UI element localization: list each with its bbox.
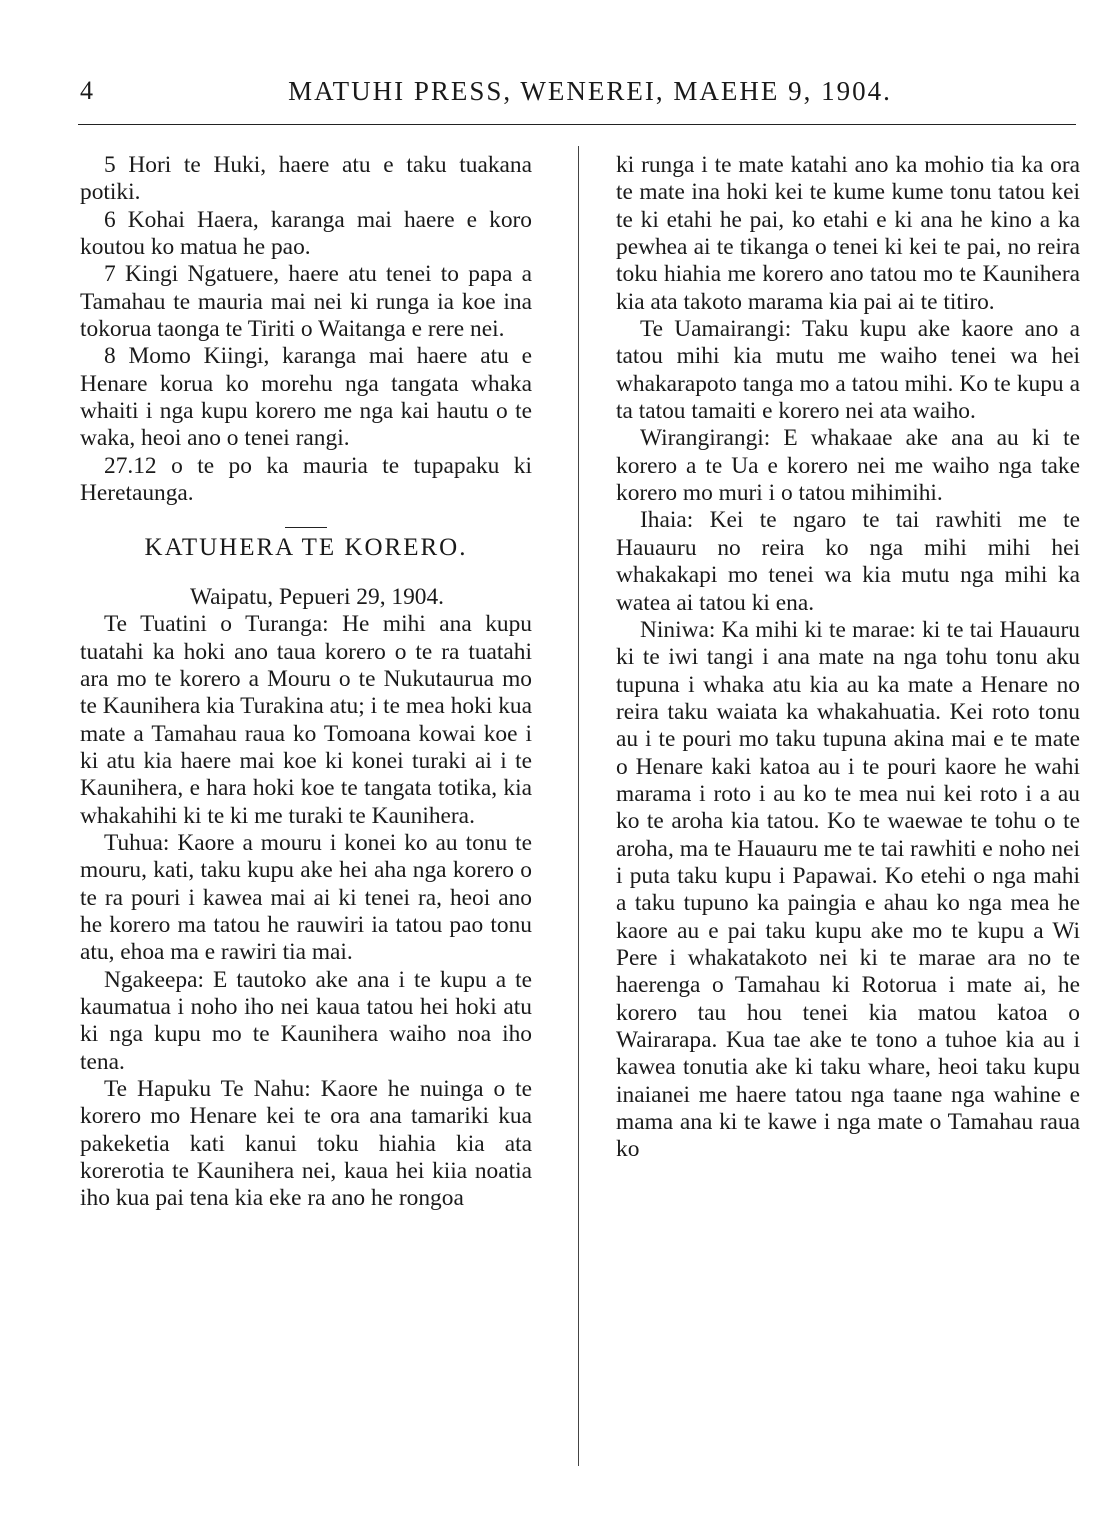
column-divider xyxy=(578,146,579,1466)
paragraph: 27.12 o te po ka mauria te tupapaku ki Heretaunga. xyxy=(80,452,532,507)
paragraph: 6 Kohai Haera, karanga mai haere e koro koutou ko matua he pao. xyxy=(80,206,532,261)
paragraph: Wirangirangi: E whakaae ake ana au ki te korero a te Ua e korero nei me waiho nga take korero mo muri i o tatou mihimihi. xyxy=(616,425,1080,507)
paragraph: Ihaia: Kei te ngaro te tai rawhiti me te Hauauru no reira ko nga mihi mihi hei whakakapi mo tenei wa kia mutu nga mihi ka watea ai tatou ki ena. xyxy=(616,507,1080,616)
paragraph: Te Tuatini o Turanga: He mihi ana kupu tuatahi ka hoki ano taua korero o te ra tuatahi ara mo te korero a Mouru o te Nukutaurua mo te Kaunihera kia Turakina atu; i te mea hoki kua mate a Tamahau raua ko Tomoana kowai koe i ki atu kia haere mai koe ki konei turaki ai i te Kaunihera, e hara hoki koe te tangata totika, kia whakahihi ki te ki me turaki te Kaunihera. xyxy=(80,611,532,829)
paragraph: Niniwa: Ka mihi ki te marae: ki te tai Hauauru ki te iwi tangi i ana mate na nga tohu tonu aku tupuna i whaka atu kia au ka mate a Henare no reira taku waiata ka whakahuatia. Kei roto tonu au i te pouri mo taku tupuna akina mai e te mate o Henare kaki katoa au i te pouri kaore he wahi marama i roto i au ko te mea nui kei roto i a au ko te aroha kia tatou. Ko te waewae te tohu o te aroha, ma te Hauauru me te tai rawhiti e noho nei i puta taku kupu i Papawai. Ko etehi o nga mahi a taku tupuno ka paingia e ahau ko nga mea he kaore au e pai taku kupu ake mo te kupu a Wi Pere i whakatakoto nei ki te marae ara no te haerenga o Tamahau ki Rotorua i mate ai, he korero tau hou tenei kia matou katoa o Wairarapa. Kua tae ake te tono a tuhoe kia au i kawea tonutia ake ki taku whare, heoi taku kupu inaianei me haere tatou nga taane nga wahine e mama ana ki te kawe i nga mate o Tamahau raua ko xyxy=(616,616,1080,1163)
paragraph: Te Hapuku Te Nahu: Kaore he nuinga o te korero mo Henare kei te ora ana tamariki kua pakeketia kati kanui toku hiahia kia ata korerotia te Kaunihera nei, kaua hei kiia noatia iho kua pai tena kia eke ra ano he rongoa xyxy=(80,1076,532,1212)
header-rule xyxy=(78,124,1076,125)
page-number: 4 xyxy=(80,76,94,105)
paragraph: Tuhua: Kaore a mouru i konei ko au tonu te mouru, kati, taku kupu ake hei aha nga korero o te ra pouri i kawea mai ai ki tenei ra, heoi ano he korero ma tatou he rauwiri ia tatou pao tonu atu, ehoa ma e rawiri tia mai. xyxy=(80,829,532,966)
left-column xyxy=(80,152,532,1213)
paragraph: 8 Momo Kiingi, karanga mai haere atu e Henare korua ko morehu nga tangata whaka whaiti i nga kupu korero me nga kai hautu o te waka, heoi ano o tenei rangi. xyxy=(80,343,532,452)
section-divider xyxy=(285,527,327,528)
dateline: Waipatu, Pepueri 29, 1904. xyxy=(189,583,445,610)
section-heading: KATUHERA TE KORERO. xyxy=(144,534,468,562)
page-header-title: MATUHI PRESS, WENEREI, MAEHE 9, 1904. xyxy=(288,76,892,106)
paragraph-continuation: ki runga i te mate katahi ano ka mohio tia ka ora te mate ina hoki kei te kume kume tonu tatou kei te ki etahi he pai, ko etahi e ki ana he kino a ka pewhea ai te tikanga o tenei ki kei te pai, no reira toku hiahia me korero ano tatou mo te Kaunihera kia ata takoto marama kia pai ai te titiro. xyxy=(616,152,1080,315)
paragraph: 5 Hori te Huki, haere atu e taku tuakana potiki. xyxy=(80,152,532,206)
paragraph: Ngakeepa: E tautoko ake ana i te kupu a te kaumatua i noho iho nei kaua tatou hei hoki atu ki nga kupu mo te Kaunihera waiho noa iho tena. xyxy=(80,966,532,1075)
paragraph: Te Uamairangi: Taku kupu ake kaore ano a tatou mihi kia mutu me waiho tenei wa hei whakarapoto tanga mo a tatou mihi. Ko te kupu a ta tatou tamaiti e korero nei ata waiho. xyxy=(616,316,1080,425)
paragraph: 7 Kingi Ngatuere, haere atu tenei to papa a Tamahau te mauria mai nei ki runga ia koe ina tokorua taonga te Tiriti o Waitanga e rere nei. xyxy=(80,261,532,343)
right-column xyxy=(616,152,1080,1164)
